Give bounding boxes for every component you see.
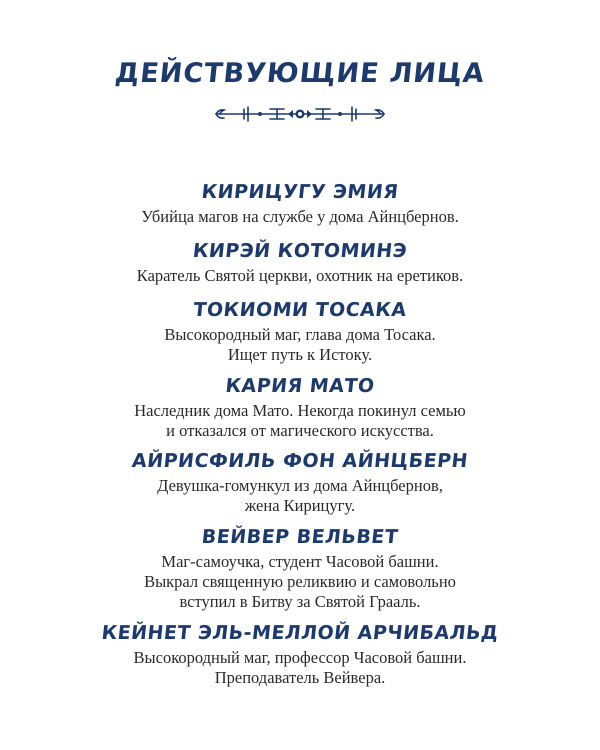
description-line: Каратель Святой церкви, охотник на еретиков. bbox=[136, 266, 464, 285]
character-description bbox=[40, 325, 560, 365]
character-name: ТОКИОМИ ТОСАКА bbox=[192, 299, 408, 321]
character-name: КИРЭЙ КОТОМИНЭ bbox=[191, 240, 409, 262]
character-entry bbox=[40, 180, 560, 227]
description-line: Выкрал священную реликвию и самовольно bbox=[144, 572, 456, 591]
character-description bbox=[40, 648, 560, 688]
character-entry bbox=[40, 621, 560, 688]
character-description bbox=[40, 266, 560, 286]
character-entry bbox=[40, 298, 560, 365]
description-line: Маг-самоучка, студент Часовой башни. bbox=[161, 552, 439, 571]
character-name: КАРИЯ МАТО bbox=[224, 375, 376, 397]
description-line: вступил в Битву за Святой Грааль. bbox=[179, 592, 421, 611]
page-title: ДЕЙСТВУЮЩИЕ ЛИЦА bbox=[113, 58, 487, 89]
character-name: ВЕЙВЕР ВЕЛЬВЕТ bbox=[200, 526, 400, 548]
description-line: Высокородный маг, профессор Часовой башни. bbox=[133, 648, 467, 667]
character-name: КИРИЦУГУ ЭМИЯ bbox=[200, 181, 400, 203]
character-name: КЕЙНЕТ ЭЛЬ-МЕЛЛОЙ АРЧИБАЛЬД bbox=[100, 622, 500, 644]
description-line: Убийца магов на службе у дома Айнцбернов. bbox=[141, 207, 459, 226]
character-entry bbox=[40, 449, 560, 516]
character-description bbox=[40, 207, 560, 227]
character-description bbox=[40, 401, 560, 441]
description-line: жена Кирицугу. bbox=[244, 496, 356, 515]
character-description bbox=[40, 476, 560, 516]
decorative-divider-icon bbox=[214, 104, 386, 124]
description-line: и отказался от магического искусства. bbox=[166, 421, 434, 440]
character-entry bbox=[40, 239, 560, 286]
description-line: Наследник дома Мато. Некогда покинул семью bbox=[134, 401, 466, 420]
description-line: Ищет путь к Истоку. bbox=[227, 345, 373, 364]
description-line: Девушка-гомункул из дома Айнцбернов, bbox=[157, 476, 443, 495]
character-name: АЙРИСФИЛЬ ФОН АЙНЦБЕРН bbox=[130, 450, 470, 472]
character-description bbox=[40, 552, 560, 612]
description-line: Преподаватель Вейвера. bbox=[214, 668, 386, 687]
description-line: Высокородный маг, глава дома Тосака. bbox=[164, 325, 436, 344]
character-entry bbox=[40, 374, 560, 441]
character-entry bbox=[40, 525, 560, 612]
